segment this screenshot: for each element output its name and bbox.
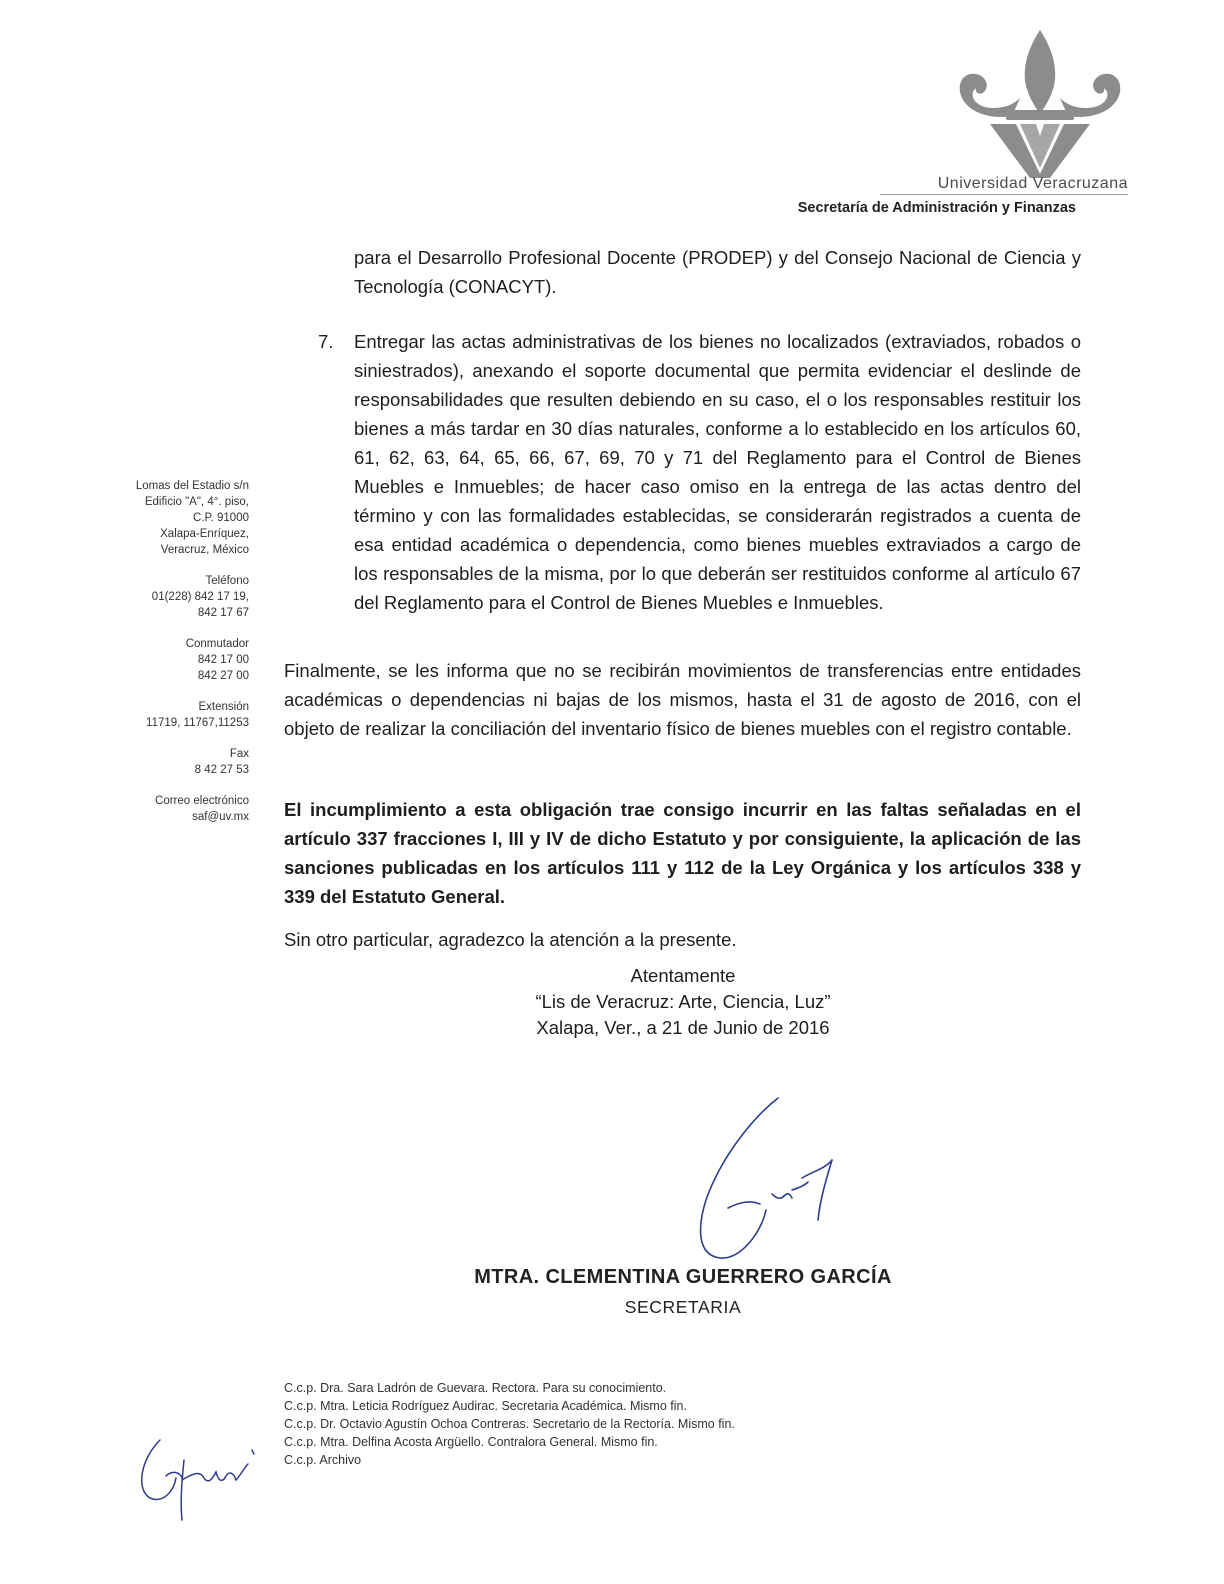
email-address: saf@uv.mx	[192, 811, 249, 823]
address-line: Lomas del Estadio s/n	[135, 480, 249, 492]
email-label: Correo electrónico	[155, 795, 249, 807]
switchboard-number: 842 17 00	[197, 654, 249, 666]
switchboard-label: Conmutador	[185, 638, 249, 650]
signature-block	[460, 963, 906, 1041]
phone-number: 842 17 67	[197, 607, 249, 619]
phone-number: 01(228) 842 17 19,	[151, 591, 249, 603]
fleur-de-lis-v-logo-icon	[950, 28, 1130, 178]
extension-number: 11719, 11767,11253	[146, 717, 249, 729]
ccp-line: C.c.p. Dra. Sara Ladrón de Guevara. Rectora. Para su conocimiento.	[284, 1381, 667, 1395]
signer-title: SECRETARIA	[624, 1297, 742, 1317]
salutation: Atentamente	[630, 965, 736, 986]
email-block	[60, 793, 249, 825]
fax-number: 8 42 27 53	[194, 764, 249, 776]
fax-block	[60, 746, 249, 778]
address-block	[60, 478, 249, 558]
ccp-line: C.c.p. Dr. Octavio Agustín Ochoa Contreras. Secretario de la Rectoría. Mismo fin.	[284, 1417, 735, 1431]
address-line: Edificio "A", 4°. piso,	[144, 496, 249, 508]
university-name: Universidad Veracruzana	[880, 175, 1128, 195]
address-line: Veracruz, México	[160, 544, 249, 556]
contact-sidebar	[60, 478, 249, 840]
department-name: Secretaría de Administración y Finanzas	[797, 200, 1076, 216]
switchboard-block	[60, 636, 249, 684]
extension-block	[60, 699, 249, 731]
warning-paragraph: El incumplimiento a esta obligación trae consigo incurrir en las faltas señaladas en el artículo 337 fracciones I, III y IV de dicho Estatuto y por consiguiente, la aplicación de las sanciones publicadas en los artículos 111 y 112 de la Ley Orgánica y los artículos 338 y 339 del Estatuto General.	[284, 799, 1081, 907]
switchboard-number: 842 27 00	[197, 670, 249, 682]
final-paragraph: Finalmente, se les informa que no se recibirán movimientos de transferencias entre entidades académicas o dependencias ni bajas de los mismos, hasta el 31 de agosto de 2016, con el objeto de realizar la conciliación del inventario físico de bienes muebles con el registro contable.	[284, 660, 1081, 739]
handwritten-initials	[130, 1420, 270, 1530]
extension-label: Extensión	[198, 701, 249, 713]
ccp-line: C.c.p. Archivo	[284, 1453, 362, 1467]
signer-name: MTRA. CLEMENTINA GUERRERO GARCÍA	[474, 1266, 892, 1288]
ccp-line: C.c.p. Mtra. Delfina Acosta Argüello. Contralora General. Mismo fin.	[284, 1435, 658, 1449]
handwritten-signature	[680, 1090, 860, 1270]
list-item-number: 7.	[318, 331, 334, 352]
closing-paragraph: Sin otro particular, agradezco la atención a la presente.	[284, 929, 737, 950]
carbon-copy-list	[284, 1379, 984, 1469]
place-date: Xalapa, Ver., a 21 de Junio de 2016	[536, 1017, 830, 1038]
fax-label: Fax	[229, 748, 249, 760]
address-line: Xalapa-Enríquez,	[160, 528, 249, 540]
motto: “Lis de Veracruz: Arte, Ciencia, Luz”	[535, 991, 831, 1012]
ccp-line: C.c.p. Mtra. Leticia Rodríguez Audirac. Secretaria Académica. Mismo fin.	[284, 1399, 687, 1413]
intro-paragraph: para el Desarrollo Profesional Docente (PRODEP) y del Consejo Nacional de Ciencia y Tecnología (CONACYT).	[354, 247, 1081, 297]
phone-label: Teléfono	[205, 575, 249, 587]
phone-block	[60, 573, 249, 621]
list-item-7-paragraph: Entregar las actas administrativas de los bienes no localizados (extraviados, robados o siniestrados), anexando el soporte documental que permita evidenciar el deslinde de responsabilidades que resulten debiendo en su caso, el o los responsables restituir los bienes a más tardar en 30 días naturales, conforme a lo establecido en los artículos 60, 61, 62, 63, 64, 65, 66, 67, 69, 70 y 71 del Reglamento para el Control de Bienes Muebles e Inmuebles; de hacer caso omiso en la entrega de las actas dentro del término y con las formalidades establecidas, se considerarán registrados a cuenta de esa entidad académica o dependencia, como bienes muebles extraviados a cargo de los responsables de la misma, por lo que deberán ser restituidos conforme al artículo 67 del Reglamento para el Control de Bienes Muebles e Inmuebles.	[354, 331, 1081, 613]
address-line: C.P. 91000	[192, 512, 249, 524]
